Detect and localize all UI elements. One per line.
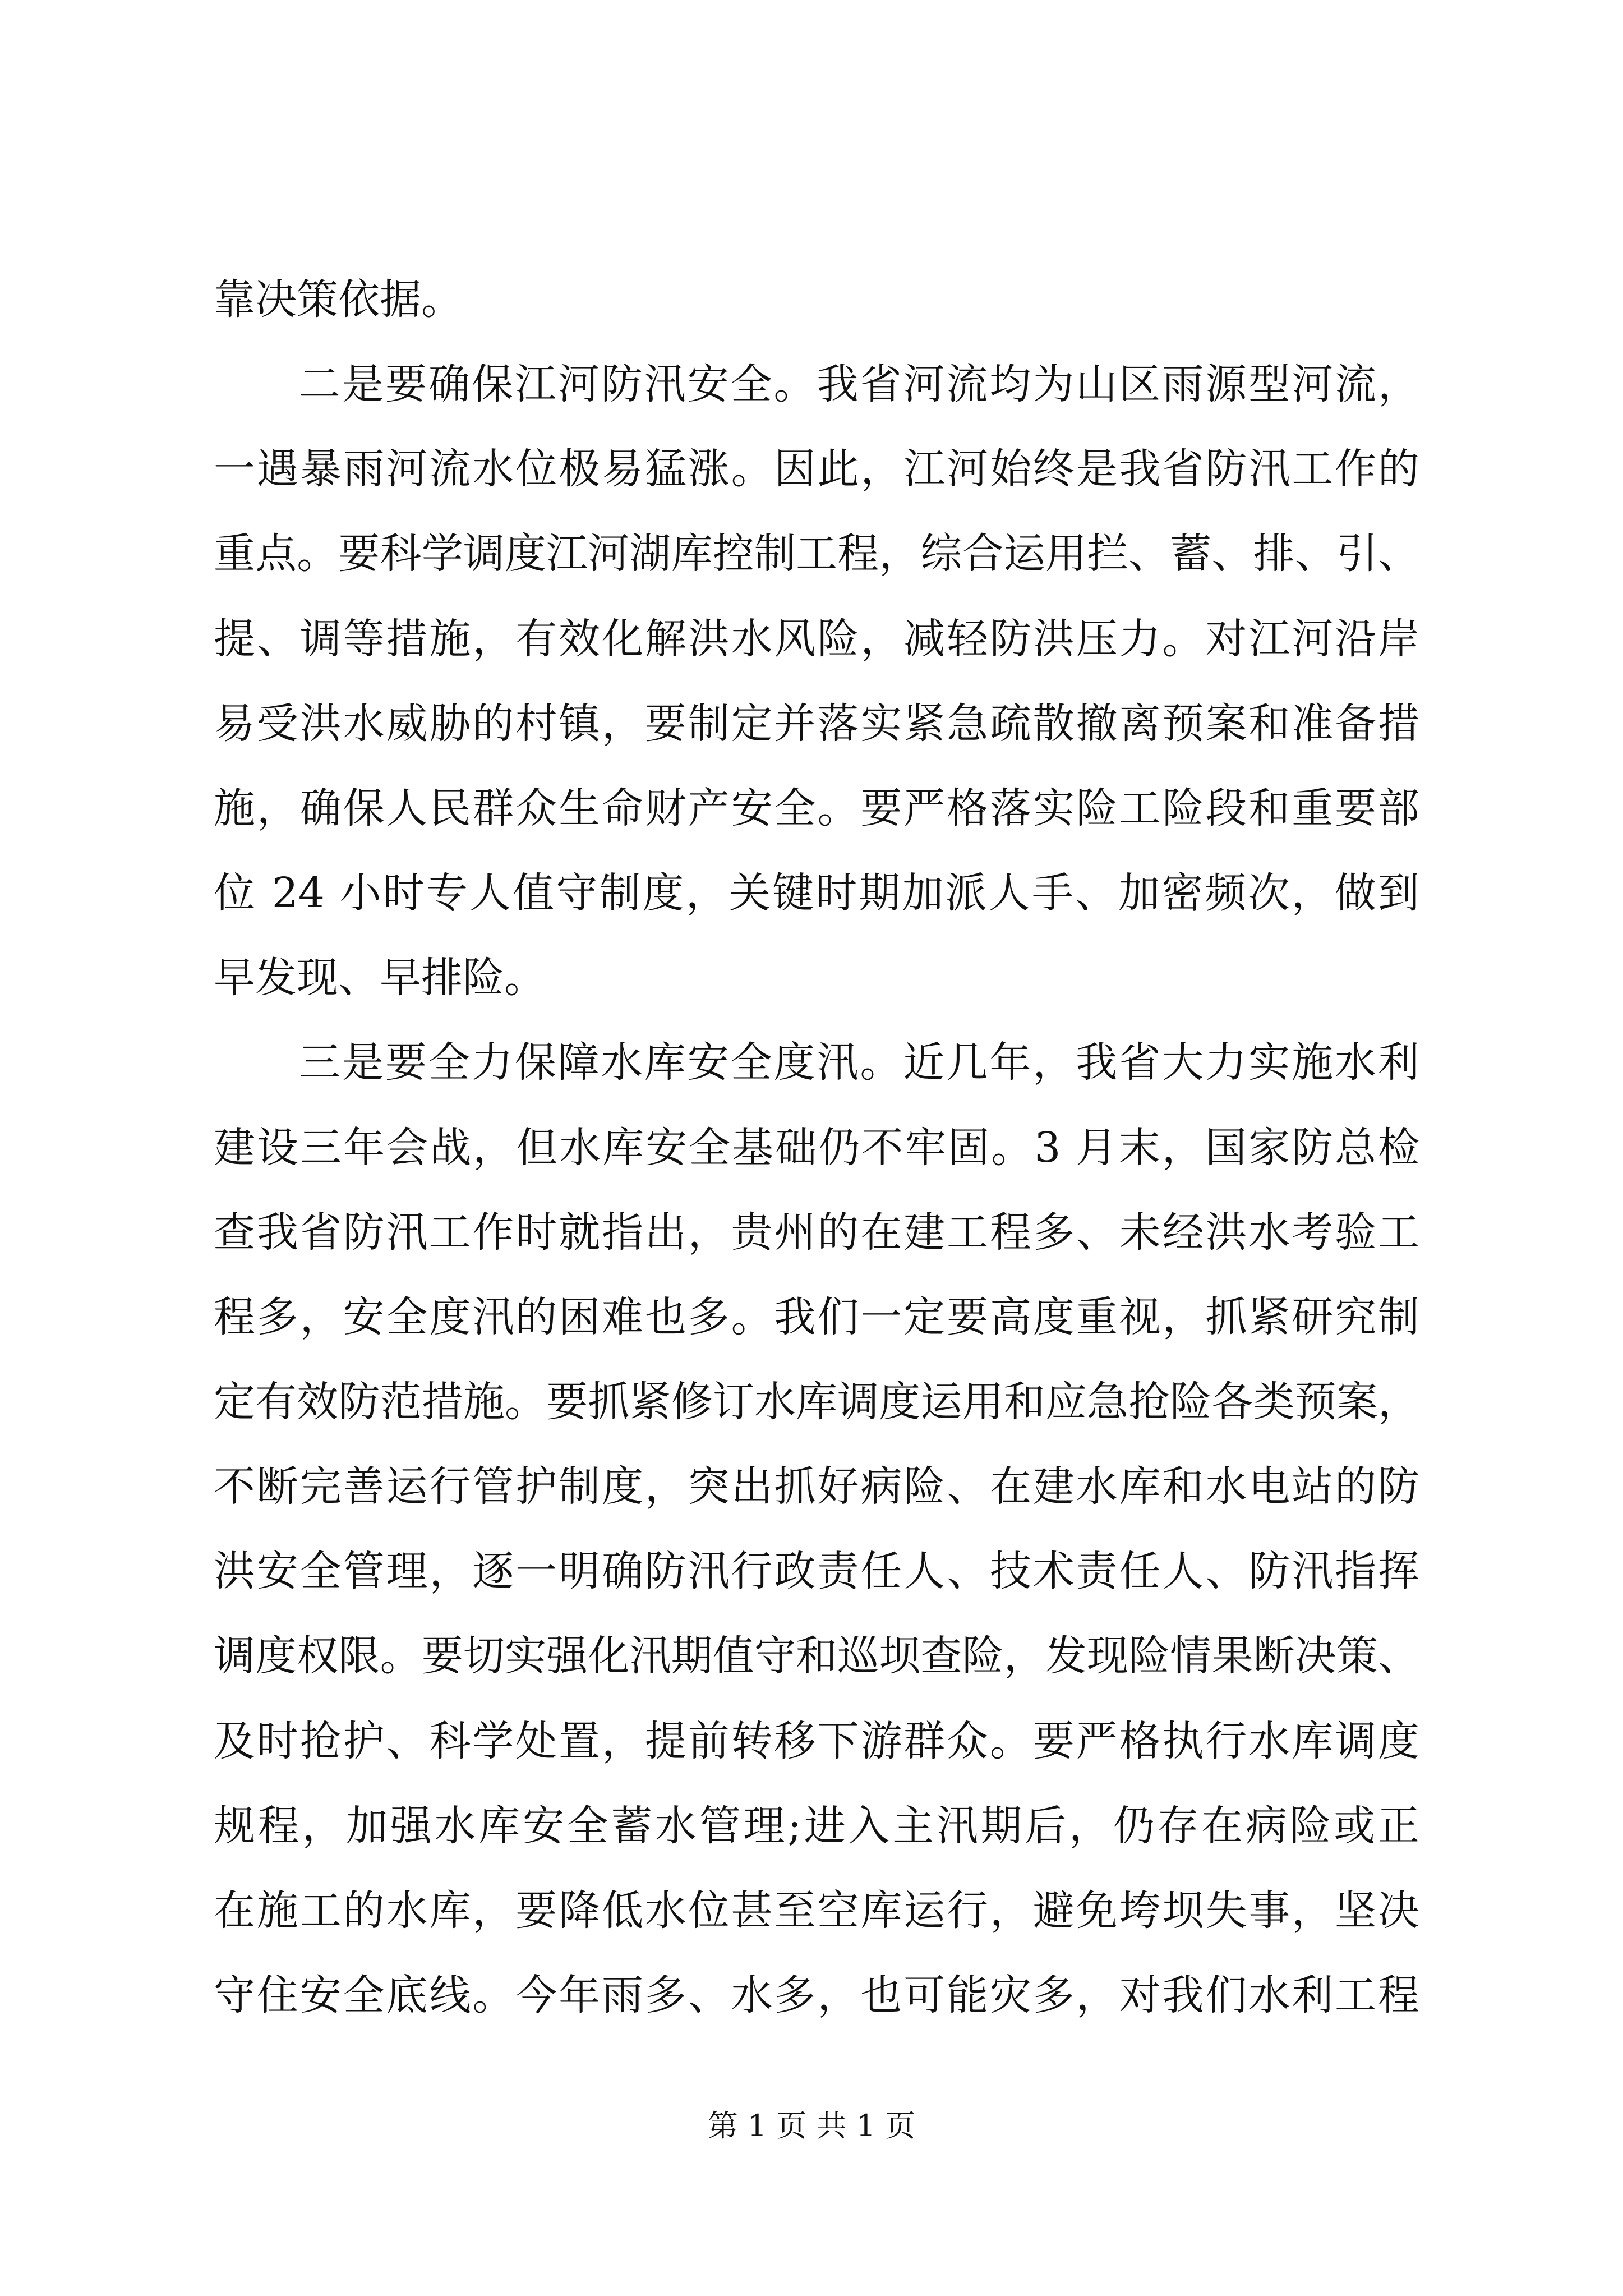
paragraph-line: 不断完善运行管护制度，突出抓好病险、在建水库和水电站的防	[214, 1462, 1419, 1511]
paragraph-line: 易受洪水威胁的村镇，要制定并落实紧急疏散撤离预案和准备措	[214, 700, 1419, 748]
paragraph-line: 调度权限。要切实强化汛期值守和巡坝查险，发现险情果断决策、	[214, 1632, 1419, 1680]
paragraph-line: 三是要全力保障水库安全度汛。近几年，我省大力实施水利	[299, 1038, 1419, 1087]
paragraph-line: 规程，加强水库安全蓄水管理;进入主汛期后，仍存在病险或正	[214, 1802, 1419, 1850]
paragraph-line: 一遇暴雨河流水位极易猛涨。因此，江河始终是我省防汛工作的	[214, 445, 1419, 493]
paragraph-line: 提、调等措施，有效化解洪水风险，减轻防洪压力。对江河沿岸	[214, 615, 1419, 663]
paragraph-line: 靠决策依据。	[214, 275, 463, 324]
paragraph-line: 程多，安全度汛的困难也多。我们一定要高度重视，抓紧研究制	[214, 1293, 1419, 1341]
paragraph-line: 定有效防范措施。要抓紧修订水库调度运用和应急抢险各类预案，	[214, 1378, 1419, 1426]
paragraph-line: 施，确保人民群众生命财产安全。要严格落实险工险段和重要部	[214, 784, 1419, 832]
paragraph-line: 守住安全底线。今年雨多、水多，也可能灾多，对我们水利工程	[214, 1971, 1419, 2019]
paragraph-line: 早发现、早排险。	[214, 954, 546, 1002]
paragraph-line: 重点。要科学调度江河湖库控制工程，综合运用拦、蓄、排、引、	[214, 530, 1419, 578]
page-number-footer: 第 1 页 共 1 页	[707, 2108, 916, 2143]
paragraph-line: 洪安全管理，逐一明确防汛行政责任人、技术责任人、防汛指挥	[214, 1547, 1419, 1595]
paragraph-line: 及时抢护、科学处置，提前转移下游群众。要严格执行水库调度	[214, 1717, 1419, 1765]
paragraph-line: 位 24 小时专人值守制度，关键时期加派人手、加密频次，做到	[214, 869, 1419, 917]
paragraph-line: 建设三年会战，但水库安全基础仍不牢固。3 月末，国家防总检	[214, 1124, 1419, 1172]
paragraph-line: 二是要确保江河防汛安全。我省河流均为山区雨源型河流，	[299, 360, 1419, 408]
paragraph-line: 在施工的水库，要降低水位甚至空库运行，避免垮坝失事，坚决	[214, 1887, 1419, 1935]
paragraph-line: 查我省防汛工作时就指出，贵州的在建工程多、未经洪水考验工	[214, 1208, 1419, 1257]
